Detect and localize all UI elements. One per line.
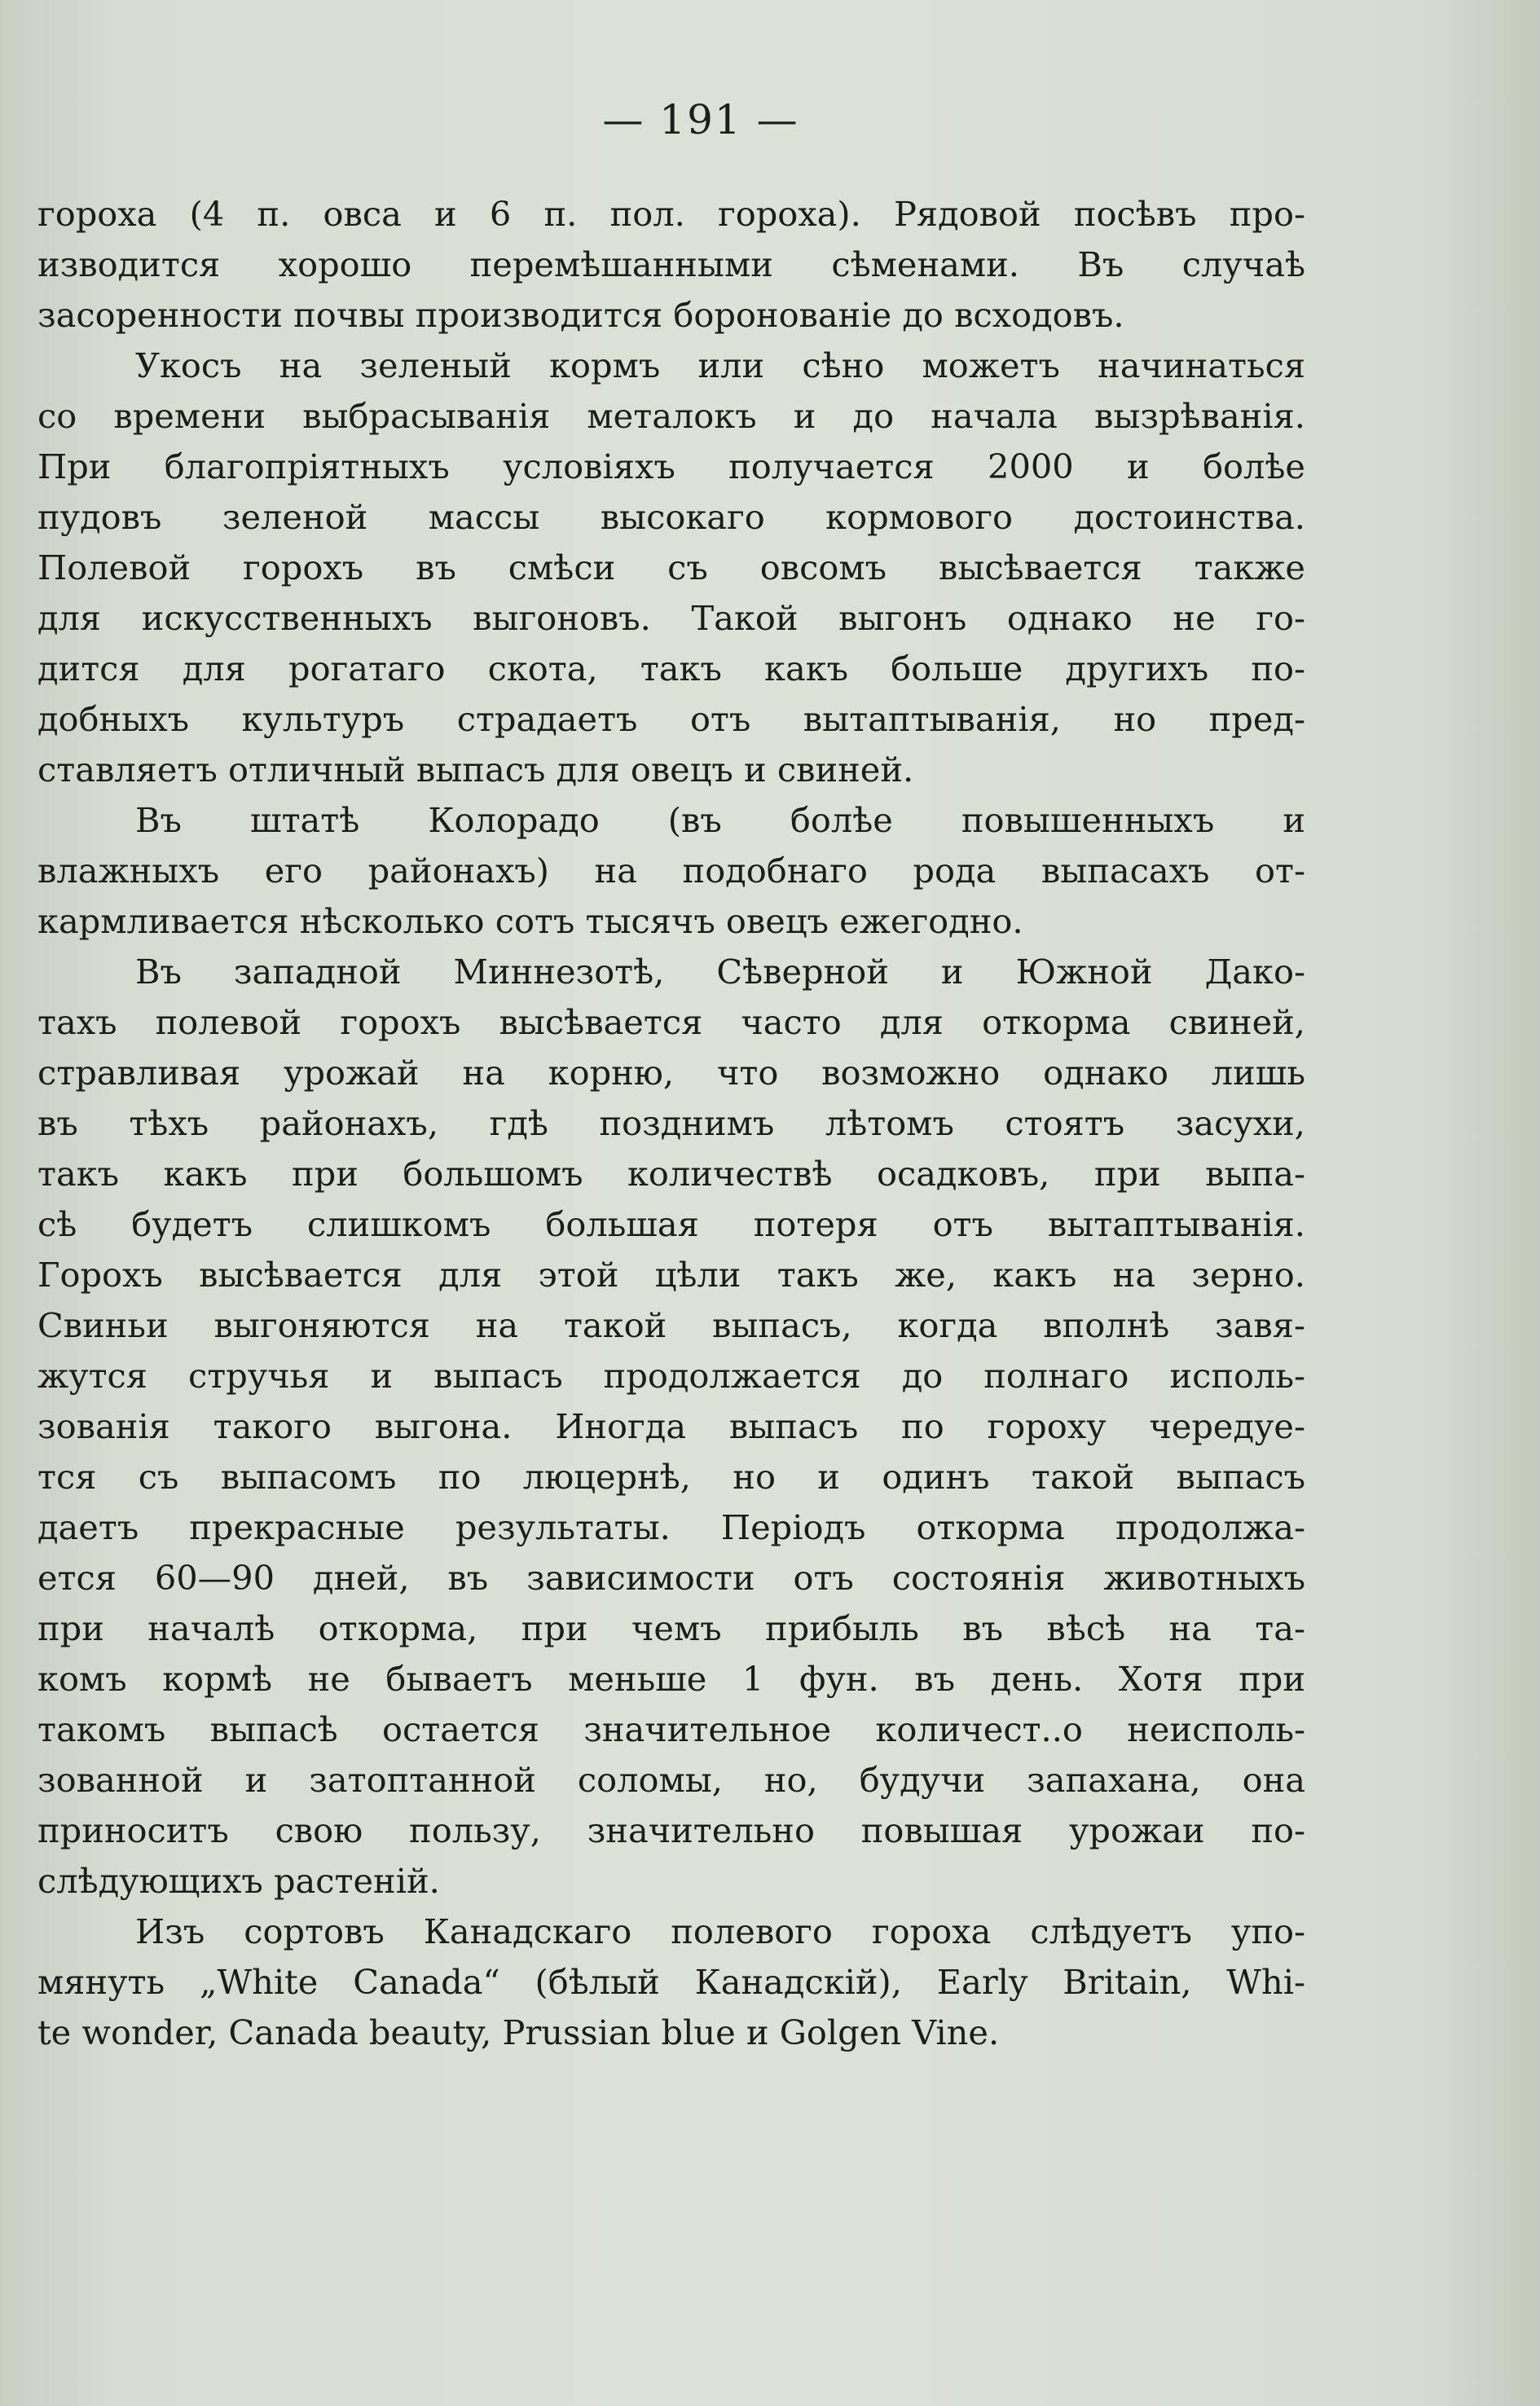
- text-line: Свиньи выгоняются на такой выпасъ, когда вполнѣ завя-: [37, 1305, 1305, 1345]
- text-line: изводится хорошо перемѣшанными сѣменами. Въ случаѣ: [37, 244, 1305, 284]
- text-line: въ тѣхъ районахъ, гдѣ позднимъ лѣтомъ стоятъ засухи,: [37, 1103, 1305, 1143]
- text-line: мянуть „White Canada“ (бѣлый Канадскій), Early Britain, Whi-: [37, 1962, 1305, 2002]
- text-line: такомъ выпасѣ остается значительное количест..о неисполь-: [37, 1709, 1305, 1749]
- text-line: зованной и затоптанной соломы, но, будучи запахана, она: [37, 1760, 1305, 1800]
- text-line: тся съ выпасомъ по люцернѣ, но и одинъ такой выпасъ: [37, 1457, 1305, 1497]
- text-line: гороха (4 п. овса и 6 п. пол. гороха). Рядовой посѣвъ про-: [37, 194, 1305, 234]
- text-line: ставляетъ отличный выпасъ для овецъ и свиней.: [37, 750, 914, 790]
- text-line: дится для рогатаго скота, такъ какъ больше другихъ по-: [37, 649, 1305, 688]
- text-line: жутся стручья и выпасъ продолжается до полнаго исполь-: [37, 1356, 1305, 1396]
- text-line: Укосъ на зеленый кормъ или сѣно можетъ начинаться: [135, 345, 1305, 385]
- text-line: такъ какъ при большомъ количествѣ осадковъ, при выпа-: [37, 1154, 1305, 1194]
- text-line: даетъ прекрасные результаты. Періодъ откорма продолжа-: [37, 1507, 1305, 1547]
- text-line: сѣ будетъ слишкомъ большая потеря отъ вытаптыванія.: [37, 1204, 1305, 1244]
- text-line: Горохъ высѣвается для этой цѣли такъ же, какъ на зерно.: [37, 1255, 1305, 1295]
- body-text: [37, 189, 1305, 2058]
- text-line: te wonder, Canada beauty, Prussian blue и Golgen Vine.: [37, 2012, 1000, 2052]
- text-line: Изъ сортовъ Канадскаго полевого гороха слѣдуетъ упо-: [135, 1911, 1305, 1951]
- text-line: слѣдующихъ растеній.: [37, 1861, 440, 1901]
- text-line: комъ кормѣ не бываетъ меньше 1 фун. въ день. Хотя при: [37, 1659, 1305, 1699]
- text-line: добныхъ культуръ страдаетъ отъ вытаптыванія, но пред-: [37, 699, 1305, 739]
- text-line: влажныхъ его районахъ) на подобнаго рода выпасахъ от-: [37, 851, 1305, 891]
- text-line: Въ западной Миннезотѣ, Сѣверной и Южной Дако-: [135, 952, 1305, 992]
- text-line: со времени выбрасыванія металокъ и до начала вызрѣванія.: [37, 396, 1305, 436]
- page-number: — 191 —: [602, 96, 799, 143]
- text-line: тахъ полевой горохъ высѣвается часто для откорма свиней,: [37, 1002, 1305, 1042]
- text-line: ется 60—90 дней, въ зависимости отъ состоянія животныхъ: [37, 1558, 1305, 1598]
- text-line: при началѣ откорма, при чемъ прибыль въ вѣсѣ на та-: [37, 1608, 1305, 1648]
- text-line: При благопріятныхъ условіяхъ получается 2000 и болѣе: [37, 446, 1305, 486]
- text-line: Полевой горохъ въ смѣси съ овсомъ высѣвается также: [37, 548, 1305, 587]
- text-line: зованія такого выгона. Иногда выпасъ по гороху чередуе-: [37, 1406, 1305, 1446]
- text-line: приноситъ свою пользу, значительно повышая урожаи по-: [37, 1810, 1305, 1850]
- text-line: для искусственныхъ выгоновъ. Такой выгонъ однако не го-: [37, 598, 1305, 638]
- text-line: Въ штатѣ Колорадо (въ болѣе повышенныхъ и: [135, 800, 1305, 840]
- text-line: пудовъ зеленой массы высокаго кормового достоинства.: [37, 497, 1305, 537]
- text-line: кармливается нѣсколько сотъ тысячъ овецъ ежегодно.: [37, 901, 1023, 941]
- text-line: засоренности почвы производится боронованіе до всходовъ.: [37, 295, 1124, 335]
- text-line: стравливая урожай на корню, что возможно однако лишь: [37, 1053, 1305, 1093]
